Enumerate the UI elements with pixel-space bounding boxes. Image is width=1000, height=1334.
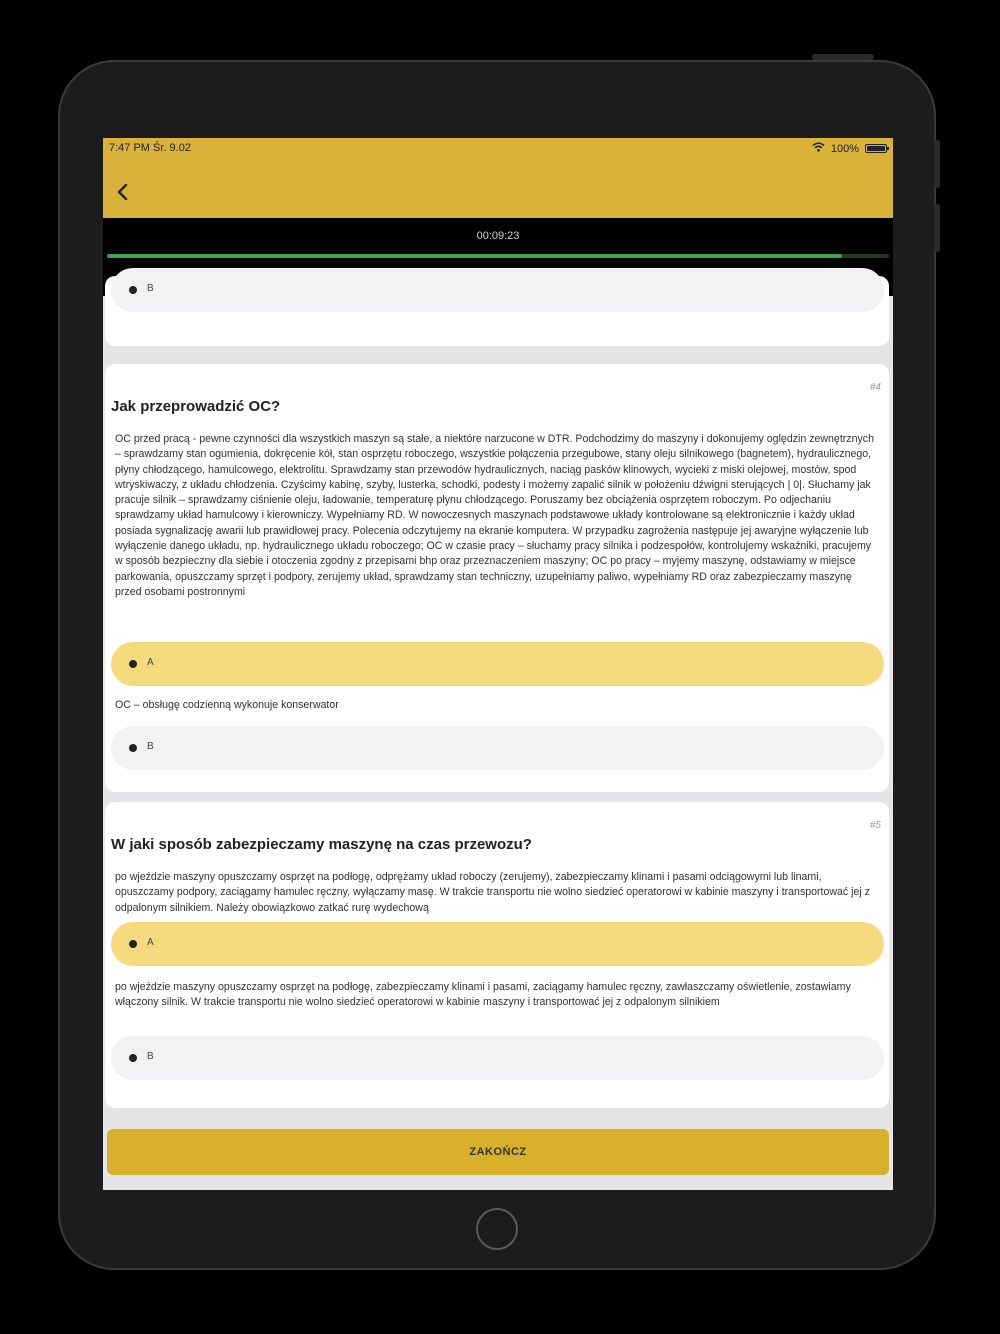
question-card-5 [105,802,889,1108]
answer-option-a[interactable] [111,642,884,686]
battery-icon [865,144,887,153]
quiz-timer: 00:09:23 [476,230,520,242]
answer-text-b: po wjeździe maszyny opuszczamy osprzęt na podłogę, zabezpieczamy klinami i pasami, zaciągamy hamulec ręczny, zawłaszczamy oświetlenie, zostawiamy włączony silnik. W trakcie transportu nie wolno siedzieć operatorowi w kabinie maszyny i transportować jej z odpalonym silnikiem [115,981,851,1009]
answer-text-b: OC – obsługę codzienną wykonuje konserwator [115,699,339,711]
back-chevron-icon[interactable] [115,182,131,202]
question-number: #4 [869,382,881,393]
volume-down-button [934,204,940,252]
wifi-icon [812,142,825,155]
question-card-previous [105,276,889,346]
home-button[interactable] [476,1208,518,1250]
top-button [812,54,874,60]
answer-option-b[interactable] [111,268,884,312]
app-screen [103,138,893,1190]
radio-dot-icon [129,940,137,948]
radio-dot-icon [129,286,137,294]
option-label: B [147,741,154,752]
radio-dot-icon [129,1054,137,1062]
question-number: #5 [869,820,881,831]
answer-option-b[interactable] [111,726,884,770]
question-title: W jaki sposób zabezpieczamy maszynę na czas przewozu? [111,836,532,853]
quiz-progress [107,254,889,258]
answer-text-a: po wjeździe maszyny opuszczamy osprzęt na podłogę, odprężamy układ roboczy (zerujemy), zabezpieczamy klinami i pasami odciągowymi lub linami, opuszczamy podpory, zaciągamy hamulec ręczny, wyłączamy masę. W trakcie transportu nie wolno siedzieć operatorowi w kabinie maszyny i transportować jej z odpalonym silnikiem. Należy obowiązkowo zatkać rurę wydechową [115,871,871,914]
status-time: 7:47 PM Śr. 9.02 [109,142,191,154]
option-label: A [147,937,154,948]
finish-button[interactable]: ZAKOŃCZ [107,1129,889,1175]
answer-text-a: OC przed pracą - pewne czynności dla wszystkich maszyn są stałe, a niektóre narzucone w DTR. Podchodzimy do maszyny i dokonujemy oględzin zewnętrznych – sprawdzamy stan ogumienia, dokręcenie kół, stan osprzętu roboczego, wszystkie połączenia przegubowe, stany oleju silnikowego (bagnetem), hydraulicznego, płyny chłodzącego, hamulcowego, elektrolitu. Sprawdzamy stan przewodów hydraulicznych, naciąg pasków klinowych, wycieki z miski olejowej, mostów, spod wtryskiwaczy, z układu chłodzenia. Czyścimy kabinę, szyby, lusterka, schodki, podesty i możemy zapalić silnik w położeniu dźwigni sterujących | 0|. Słuchamy jak pracuje silnik – sprawdzamy ciśnienie oleju, ładowanie, temperaturę płynu chłodzącego. Poruszamy bez obciążenia osprzętem roboczym. Po odjechaniu sprawdzamy układ hamulcowy i kierowniczy. Wypełniamy RD. W nowoczesnych maszynach podstawowe układy kontrolowane są elektronicznie i każdy układ posiada sygnalizację awarii lub prawidłowej pracy. Polecenia odczytujemy na ekranie komputera. W przypadku zagrożenia następuje jej awaryjne wyłączenie lub wyłączenie danego układu, np. hydraulicznego układu roboczego; OC w czasie pracy – słuchamy pracy silnika i podzespołów, kontrolujemy wskaźniki, pracujemy w sposób bezpieczny dla siebie i otoczenia zgodny z przepisami bhp oraz przeznaczeniem maszyny; OC po pracy – myjemy maszynę, odstawiamy w miejsce parkowania, opuszczamy sprzęt i podpory, zerujemy układ, sprawdzamy stan techniczny, uzupełniamy paliwo, wypełniamy RD oraz zabezpieczamy maszynę przed osobami postronnymi [115,433,874,598]
question-list[interactable] [103,283,893,1190]
option-label: B [147,1051,154,1062]
status-indicators [812,142,887,155]
battery-percent: 100% [830,142,859,155]
radio-dot-icon [129,744,137,752]
volume-up-button [934,140,940,188]
question-title: Jak przeprowadzić OC? [111,398,281,415]
answer-option-a[interactable] [111,922,884,966]
answer-option-b[interactable] [111,1036,884,1080]
quiz-progress-fill [107,254,842,258]
option-label: B [147,283,154,294]
question-card-4 [105,364,889,792]
radio-dot-icon [129,660,137,668]
option-label: A [147,657,154,668]
app-header [103,138,893,218]
